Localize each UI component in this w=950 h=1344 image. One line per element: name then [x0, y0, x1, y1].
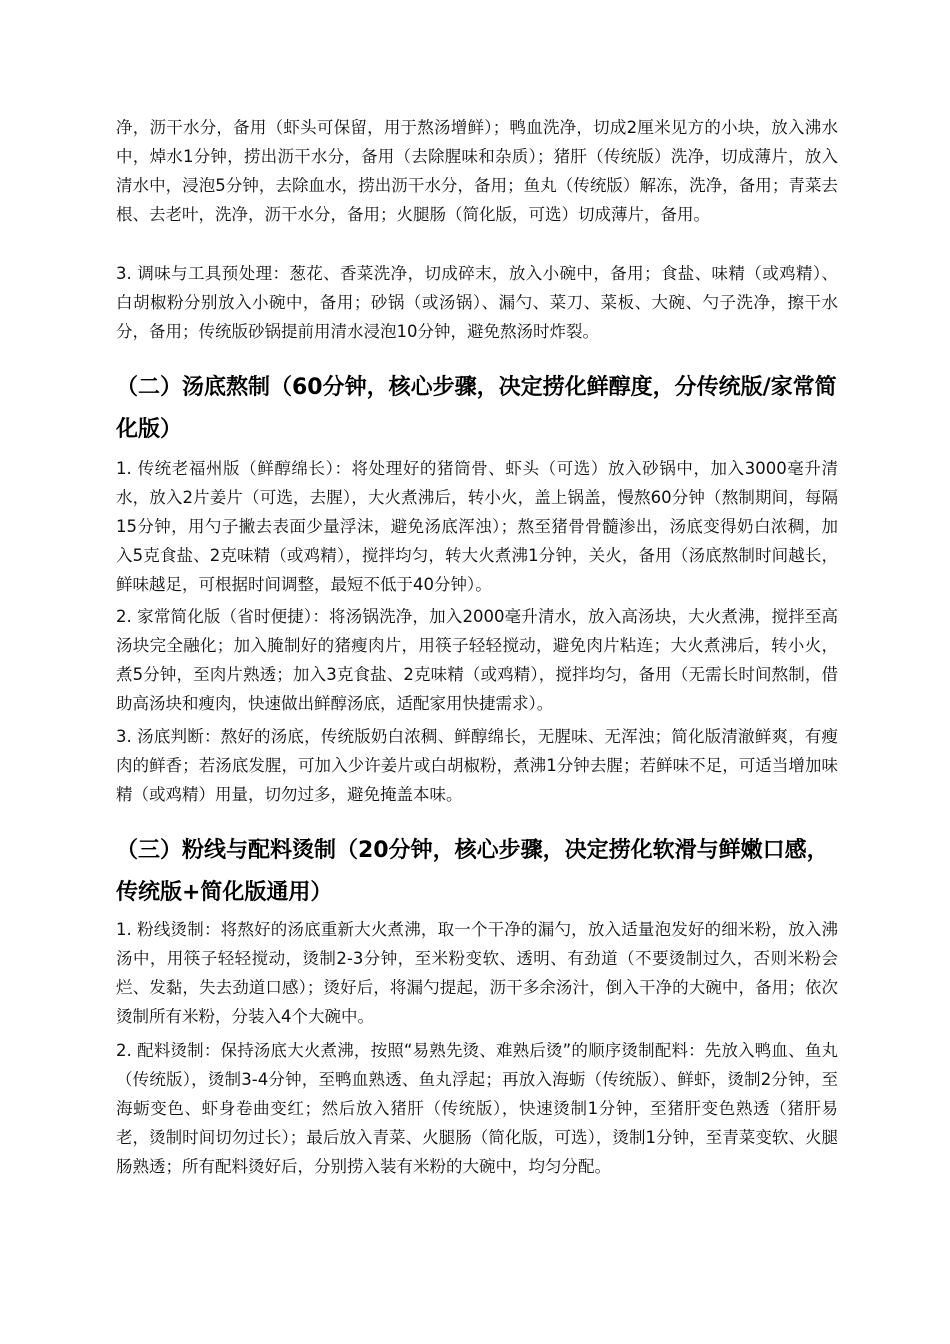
paragraph-ingredient-blanching: 2. 配料烫制：保持汤底大火煮沸，按照“易熟先烫、难熟后烫”的顺序烫制配料：先放入鸭血、鱼丸（传统版），烫制3-4分钟，至鸭血熟透、鱼丸浮起；再放入海蛎（传统版）、鲜虾，烫制2分钟，至海蛎变色、虾身卷曲变红；然后放入猪肝（传统版），快速烫制1分钟，至猪肝变色熟透（猪肝易老，烫制时间切勿过长）；最后放入青菜、火腿肠（简化版，可选），烫制1分钟，至青菜变软、火腿肠熟透；所有配料烫好后，分别捞入装有米粉的大碗中，均匀分配。 — [116, 1041, 838, 1176]
paragraph-simplified-soup: 2. 家常简化版（省时便捷）：将汤锅洗净，加入2000毫升清水，放入高汤块，大火煮沸，搅拌至高汤块完全融化；加入腌制好的猪瘦肉片，用筷子轻轻搅动，避免肉片粘连；大火煮沸后，转小火，煮5分钟，至肉片熟透；加入3克食盐、2克味精（或鸡精），搅拌均匀，备用（无需长时间熬制，借助高汤块和瘦肉，快速做出鲜醇汤底，适配家用快捷需求）。 — [116, 607, 838, 713]
section-heading-noodle-blanching: （三）粉线与配料烫制（20分钟，核心步骤，决定捞化软滑与鲜嫩口感，传统版+简化版通用） — [116, 838, 829, 905]
paragraph-ingredient-prep-continued: 净，沥干水分，备用（虾头可保留，用于熬汤增鲜）；鸭血洗净，切成2厘米见方的小块，放入沸水中，焯水1分钟，捞出沥干水分，备用（去除腥味和杂质）；猪肝（传统版）洗净，切成薄片，放入清水中，浸泡5分钟，去除血水，捞出沥干水分，备用；鱼丸（传统版）解冻，洗净，备用；青菜去根、去老叶，洗净，沥干水分，备用；火腿肠（简化版，可选）切成薄片，备用。 — [116, 118, 838, 224]
section-heading-soup-base: （二）汤底熬制（60分钟，核心步骤，决定捞化鲜醇度，分传统版/家常简化版） — [116, 375, 837, 442]
paragraph-noodle-blanching: 1. 粉线烫制：将熬好的汤底重新大火煮沸，取一个干净的漏勺，放入适量泡发好的细米粉，放入沸汤中，用筷子轻轻搅动，烫制2-3分钟，至米粉变软、透明、有劲道（不要烫制过久，否则米粉会烂、发黏，失去劲道口感）；烫好后，将漏勺提起，沥干多余汤汁，倒入干净的大碗中，备用；依次烫制所有米粉，分装入4个大碗中。 — [116, 920, 838, 1026]
paragraph-traditional-soup: 1. 传统老福州版（鲜醇绵长）：将处理好的猪筒骨、虾头（可选）放入砂锅中，加入3000毫升清水，放入2片姜片（可选，去腥），大火煮沸后，转小火，盖上锅盖，慢熬60分钟（熬制期间，每隔15分钟，用勺子撇去表面少量浮沫，避免汤底浑浊）；熬至猪骨骨髓渗出，汤底变得奶白浓稠，加入5克食盐、2克味精（或鸡精），搅拌均匀，转大火煮沸1分钟，关火，备用（汤底熬制时间越长，鲜味越足，可根据时间调整，最短不低于40分钟）。 — [116, 459, 838, 594]
paragraph-soup-judgement: 3. 汤底判断：熬好的汤底，传统版奶白浓稠、鲜醇绵长，无腥味、无浑浊；简化版清澈鲜爽，有瘦肉的鲜香；若汤底发腥，可加入少许姜片或白胡椒粉，煮沸1分钟去腥；若鲜味不足，可适当增加味精（或鸡精）用量，切勿过多，避免掩盖本味。 — [116, 727, 838, 804]
paragraph-seasoning-tool-prep: 3. 调味与工具预处理：葱花、香菜洗净，切成碎末，放入小碗中，备用；食盐、味精（或鸡精）、白胡椒粉分别放入小碗中，备用；砂锅（或汤锅）、漏勺、菜刀、菜板、大碗、勺子洗净，擦干水分，备用；传统版砂锅提前用清水浸泡10分钟，避免熬汤时炸裂。 — [116, 264, 838, 341]
